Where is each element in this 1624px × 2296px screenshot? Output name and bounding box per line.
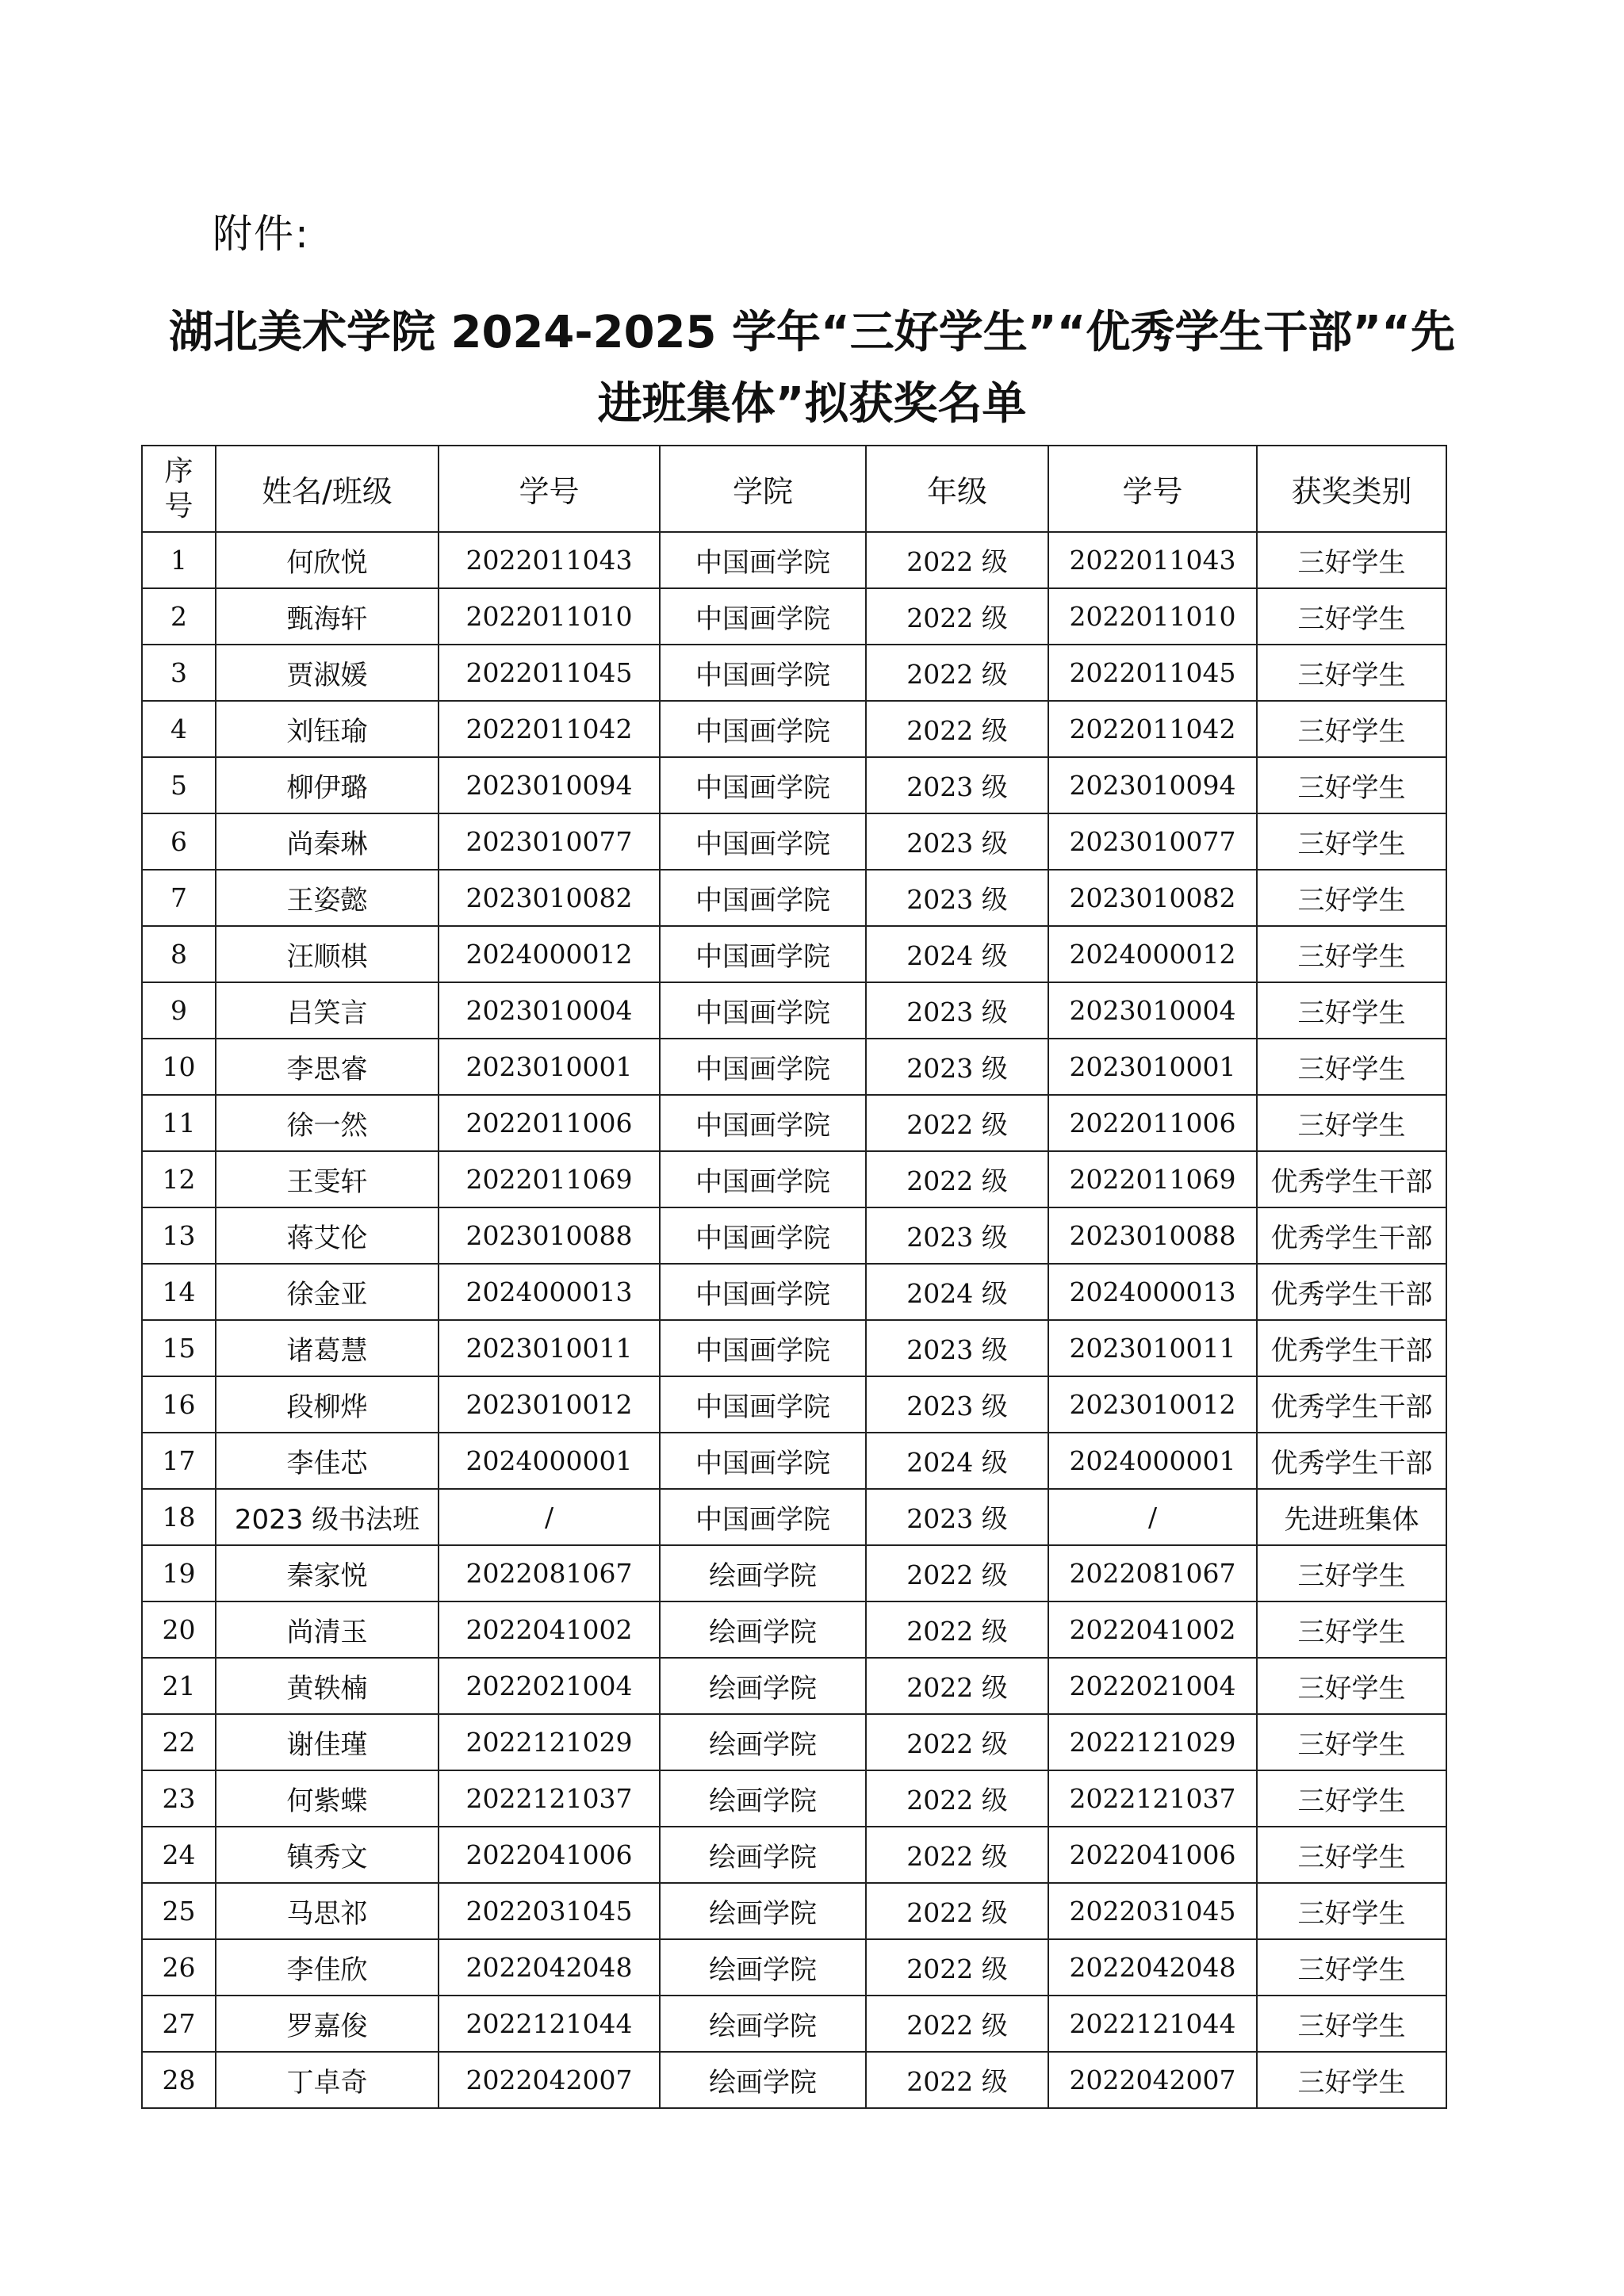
header-student-id: 学号: [439, 446, 660, 532]
cell-seq: 19: [142, 1545, 216, 1601]
cell-college: 绘画学院: [660, 1658, 866, 1714]
cell-student-id: 2023010012: [439, 1376, 660, 1433]
cell-name: 蒋艾伦: [216, 1207, 439, 1264]
cell-college: 中国画学院: [660, 532, 866, 588]
cell-award: 优秀学生干部: [1257, 1320, 1446, 1376]
cell-college: 中国画学院: [660, 645, 866, 701]
cell-college: 中国画学院: [660, 1264, 866, 1320]
cell-student-id-2: 2023010011: [1048, 1320, 1257, 1376]
cell-grade: 2023 级: [866, 1207, 1048, 1264]
cell-name: 刘钰瑜: [216, 701, 439, 757]
table-row: [142, 701, 1446, 757]
cell-name: 谢佳瑾: [216, 1714, 439, 1770]
cell-college: 中国画学院: [660, 1320, 866, 1376]
table-row: [142, 2052, 1446, 2108]
cell-name: 2023 级书法班: [216, 1489, 439, 1545]
cell-student-id: 2023010077: [439, 813, 660, 870]
cell-student-id-2: 2022031045: [1048, 1883, 1257, 1939]
table-row: [142, 1939, 1446, 1996]
cell-student-id: 2022121037: [439, 1770, 660, 1827]
cell-award: 三好学生: [1257, 1996, 1446, 2052]
cell-student-id: 2022011042: [439, 701, 660, 757]
table-row: [142, 926, 1446, 982]
cell-student-id-2: 2022011069: [1048, 1151, 1257, 1207]
header-name-class: 姓名/班级: [216, 446, 439, 532]
cell-grade: 2023 级: [866, 1039, 1048, 1095]
cell-student-id-2: 2022121029: [1048, 1714, 1257, 1770]
cell-college: 绘画学院: [660, 1939, 866, 1996]
cell-grade: 2022 级: [866, 1770, 1048, 1827]
table-row: [142, 1996, 1446, 2052]
header-grade: 年级: [866, 446, 1048, 532]
table-row: [142, 1264, 1446, 1320]
cell-award: 优秀学生干部: [1257, 1433, 1446, 1489]
cell-award: 三好学生: [1257, 1095, 1446, 1151]
cell-award: 三好学生: [1257, 1545, 1446, 1601]
cell-college: 中国画学院: [660, 1039, 866, 1095]
cell-student-id: 2022031045: [439, 1883, 660, 1939]
header-college: 学院: [660, 446, 866, 532]
cell-student-id: 2023010011: [439, 1320, 660, 1376]
cell-name: 何紫蝶: [216, 1770, 439, 1827]
cell-award: 三好学生: [1257, 1770, 1446, 1827]
cell-grade: 2024 级: [866, 1264, 1048, 1320]
table-row: [142, 645, 1446, 701]
document-title-line-2: 进班集体”拟获奖名单: [597, 378, 1027, 430]
cell-award: 三好学生: [1257, 532, 1446, 588]
cell-seq: 21: [142, 1658, 216, 1714]
cell-student-id-2: 2022042007: [1048, 2052, 1257, 2108]
cell-award: 三好学生: [1257, 1883, 1446, 1939]
cell-college: 中国画学院: [660, 701, 866, 757]
cell-seq: 5: [142, 757, 216, 813]
header-seq: [142, 446, 216, 532]
cell-grade: 2022 级: [866, 1545, 1048, 1601]
cell-name: 何欣悦: [216, 532, 439, 588]
cell-student-id-2: 2022011006: [1048, 1095, 1257, 1151]
cell-student-id-2: 2022081067: [1048, 1545, 1257, 1601]
cell-college: 中国画学院: [660, 1095, 866, 1151]
cell-student-id: 2022021004: [439, 1658, 660, 1714]
cell-student-id: 2024000013: [439, 1264, 660, 1320]
cell-seq: 18: [142, 1489, 216, 1545]
cell-student-id-2: 2022041002: [1048, 1601, 1257, 1658]
cell-college: 中国画学院: [660, 813, 866, 870]
cell-student-id: /: [439, 1489, 660, 1545]
cell-grade: 2022 级: [866, 1827, 1048, 1883]
cell-seq: 4: [142, 701, 216, 757]
cell-student-id-2: 2022041006: [1048, 1827, 1257, 1883]
cell-student-id: 2022011069: [439, 1151, 660, 1207]
cell-student-id: 2022041002: [439, 1601, 660, 1658]
table-row: [142, 588, 1446, 645]
cell-name: 徐金亚: [216, 1264, 439, 1320]
cell-seq: 9: [142, 982, 216, 1039]
cell-name: 黄轶楠: [216, 1658, 439, 1714]
table-row: [142, 1433, 1446, 1489]
cell-student-id-2: 2022121037: [1048, 1770, 1257, 1827]
cell-college: 绘画学院: [660, 1601, 866, 1658]
cell-name: 柳伊璐: [216, 757, 439, 813]
cell-college: 绘画学院: [660, 1714, 866, 1770]
table-row: [142, 757, 1446, 813]
cell-student-id: 2023010001: [439, 1039, 660, 1095]
table-row: [142, 1827, 1446, 1883]
cell-seq: 15: [142, 1320, 216, 1376]
cell-seq: 22: [142, 1714, 216, 1770]
cell-award: 三好学生: [1257, 926, 1446, 982]
cell-seq: 8: [142, 926, 216, 982]
cell-seq: 24: [142, 1827, 216, 1883]
cell-award: 三好学生: [1257, 2052, 1446, 2108]
cell-student-id: 2022011006: [439, 1095, 660, 1151]
cell-grade: 2024 级: [866, 1433, 1048, 1489]
cell-college: 中国画学院: [660, 1151, 866, 1207]
header-award: 获奖类别: [1257, 446, 1446, 532]
cell-student-id-2: 2022011045: [1048, 645, 1257, 701]
cell-grade: 2022 级: [866, 1883, 1048, 1939]
cell-award: 三好学生: [1257, 1658, 1446, 1714]
cell-student-id: 2024000001: [439, 1433, 660, 1489]
cell-student-id-2: 2022121044: [1048, 1996, 1257, 2052]
cell-grade: 2022 级: [866, 701, 1048, 757]
cell-grade: 2022 级: [866, 2052, 1048, 2108]
cell-college: 中国画学院: [660, 1433, 866, 1489]
cell-grade: 2023 级: [866, 870, 1048, 926]
cell-grade: 2022 级: [866, 1939, 1048, 1996]
document-title-line-1: 湖北美术学院 2024-2025 学年“三好学生”“优秀学生干部”“先: [169, 307, 1455, 358]
table-row: [142, 1207, 1446, 1264]
cell-award: 三好学生: [1257, 1039, 1446, 1095]
cell-student-id-2: 2024000001: [1048, 1433, 1257, 1489]
cell-grade: 2022 级: [866, 1151, 1048, 1207]
cell-award: 三好学生: [1257, 1714, 1446, 1770]
cell-student-id-2: 2022011043: [1048, 532, 1257, 588]
table-row: [142, 870, 1446, 926]
cell-seq: 23: [142, 1770, 216, 1827]
table-row: [142, 1151, 1446, 1207]
cell-college: 绘画学院: [660, 1883, 866, 1939]
cell-college: 中国画学院: [660, 982, 866, 1039]
cell-grade: 2024 级: [866, 926, 1048, 982]
cell-student-id-2: 2023010001: [1048, 1039, 1257, 1095]
cell-name: 镇秀文: [216, 1827, 439, 1883]
cell-name: 李佳芯: [216, 1433, 439, 1489]
table-row: [142, 813, 1446, 870]
cell-grade: 2023 级: [866, 1376, 1048, 1433]
cell-seq: 2: [142, 588, 216, 645]
cell-name: 王雯轩: [216, 1151, 439, 1207]
cell-seq: 6: [142, 813, 216, 870]
cell-college: 中国画学院: [660, 1489, 866, 1545]
cell-award: 三好学生: [1257, 1601, 1446, 1658]
cell-student-id: 2022081067: [439, 1545, 660, 1601]
cell-student-id: 2022011045: [439, 645, 660, 701]
cell-seq: 12: [142, 1151, 216, 1207]
table-row: [142, 1039, 1446, 1095]
cell-name: 丁卓奇: [216, 2052, 439, 2108]
header-seq-bottom: 号: [164, 489, 193, 522]
cell-college: 绘画学院: [660, 1996, 866, 2052]
cell-student-id: 2022011043: [439, 532, 660, 588]
cell-award: 三好学生: [1257, 813, 1446, 870]
cell-award: 三好学生: [1257, 701, 1446, 757]
cell-student-id-2: 2023010094: [1048, 757, 1257, 813]
cell-award: 三好学生: [1257, 645, 1446, 701]
cell-student-id-2: 2022011042: [1048, 701, 1257, 757]
cell-grade: 2023 级: [866, 757, 1048, 813]
cell-award: 优秀学生干部: [1257, 1264, 1446, 1320]
cell-seq: 3: [142, 645, 216, 701]
cell-student-id-2: 2024000013: [1048, 1264, 1257, 1320]
cell-student-id-2: 2023010088: [1048, 1207, 1257, 1264]
cell-seq: 28: [142, 2052, 216, 2108]
cell-seq: 26: [142, 1939, 216, 1996]
header-seq-top: 序: [164, 454, 193, 488]
cell-name: 贾淑媛: [216, 645, 439, 701]
cell-college: 绘画学院: [660, 1770, 866, 1827]
table-row: [142, 1770, 1446, 1827]
table-row: [142, 1714, 1446, 1770]
cell-student-id: 2023010082: [439, 870, 660, 926]
cell-award: 优秀学生干部: [1257, 1207, 1446, 1264]
cell-seq: 13: [142, 1207, 216, 1264]
table-row: [142, 982, 1446, 1039]
cell-grade: 2022 级: [866, 532, 1048, 588]
cell-grade: 2022 级: [866, 1601, 1048, 1658]
cell-student-id-2: 2022011010: [1048, 588, 1257, 645]
cell-student-id: 2022011010: [439, 588, 660, 645]
attachment-label: 附件:: [213, 211, 310, 257]
table-row: [142, 1545, 1446, 1601]
cell-student-id: 2022042007: [439, 2052, 660, 2108]
cell-student-id-2: 2022021004: [1048, 1658, 1257, 1714]
cell-award: 三好学生: [1257, 870, 1446, 926]
cell-grade: 2023 级: [866, 813, 1048, 870]
table-row: [142, 1601, 1446, 1658]
cell-award: 三好学生: [1257, 757, 1446, 813]
cell-name: 秦家悦: [216, 1545, 439, 1601]
cell-name: 尚秦琳: [216, 813, 439, 870]
cell-name: 尚清玉: [216, 1601, 439, 1658]
cell-grade: 2022 级: [866, 1714, 1048, 1770]
cell-seq: 11: [142, 1095, 216, 1151]
cell-student-id-2: 2023010082: [1048, 870, 1257, 926]
cell-student-id-2: /: [1048, 1489, 1257, 1545]
cell-college: 中国画学院: [660, 1376, 866, 1433]
cell-grade: 2022 级: [866, 1996, 1048, 2052]
table-row: [142, 1658, 1446, 1714]
cell-student-id: 2022041006: [439, 1827, 660, 1883]
cell-grade: 2023 级: [866, 1489, 1048, 1545]
cell-seq: 17: [142, 1433, 216, 1489]
cell-seq: 1: [142, 532, 216, 588]
cell-name: 王姿懿: [216, 870, 439, 926]
table-row: [142, 1095, 1446, 1151]
table-row: [142, 532, 1446, 588]
cell-seq: 14: [142, 1264, 216, 1320]
cell-college: 中国画学院: [660, 588, 866, 645]
table-row: [142, 1376, 1446, 1433]
table-header-row: [142, 446, 1446, 532]
cell-student-id: 2024000012: [439, 926, 660, 982]
cell-student-id-2: 2023010077: [1048, 813, 1257, 870]
cell-seq: 20: [142, 1601, 216, 1658]
cell-name: 段柳烨: [216, 1376, 439, 1433]
cell-award: 三好学生: [1257, 1939, 1446, 1996]
cell-student-id: 2023010094: [439, 757, 660, 813]
cell-college: 中国画学院: [660, 870, 866, 926]
cell-student-id: 2023010088: [439, 1207, 660, 1264]
cell-student-id: 2022042048: [439, 1939, 660, 1996]
cell-seq: 7: [142, 870, 216, 926]
cell-college: 中国画学院: [660, 926, 866, 982]
cell-name: 汪顺棋: [216, 926, 439, 982]
cell-grade: 2022 级: [866, 1095, 1048, 1151]
cell-college: 中国画学院: [660, 757, 866, 813]
cell-name: 诸葛慧: [216, 1320, 439, 1376]
cell-college: 绘画学院: [660, 1827, 866, 1883]
award-roster-table: [141, 445, 1447, 2109]
cell-name: 罗嘉俊: [216, 1996, 439, 2052]
cell-award: 先进班集体: [1257, 1489, 1446, 1545]
cell-student-id-2: 2023010012: [1048, 1376, 1257, 1433]
cell-award: 优秀学生干部: [1257, 1376, 1446, 1433]
cell-seq: 10: [142, 1039, 216, 1095]
cell-seq: 25: [142, 1883, 216, 1939]
header-student-id-2: 学号: [1048, 446, 1257, 532]
cell-college: 中国画学院: [660, 1207, 866, 1264]
cell-seq: 27: [142, 1996, 216, 2052]
cell-name: 徐一然: [216, 1095, 439, 1151]
cell-name: 甄海轩: [216, 588, 439, 645]
cell-name: 李佳欣: [216, 1939, 439, 1996]
cell-name: 马思祁: [216, 1883, 439, 1939]
cell-grade: 2022 级: [866, 588, 1048, 645]
cell-name: 吕笑言: [216, 982, 439, 1039]
cell-college: 绘画学院: [660, 1545, 866, 1601]
cell-student-id: 2023010004: [439, 982, 660, 1039]
table-row: [142, 1489, 1446, 1545]
cell-award: 三好学生: [1257, 982, 1446, 1039]
table-row: [142, 1320, 1446, 1376]
cell-seq: 16: [142, 1376, 216, 1433]
cell-name: 李思睿: [216, 1039, 439, 1095]
cell-student-id: 2022121029: [439, 1714, 660, 1770]
cell-grade: 2023 级: [866, 982, 1048, 1039]
cell-student-id-2: 2023010004: [1048, 982, 1257, 1039]
cell-grade: 2022 级: [866, 645, 1048, 701]
cell-award: 三好学生: [1257, 1827, 1446, 1883]
cell-student-id: 2022121044: [439, 1996, 660, 2052]
cell-student-id-2: 2022042048: [1048, 1939, 1257, 1996]
cell-award: 三好学生: [1257, 588, 1446, 645]
cell-grade: 2022 级: [866, 1658, 1048, 1714]
cell-student-id-2: 2024000012: [1048, 926, 1257, 982]
cell-award: 优秀学生干部: [1257, 1151, 1446, 1207]
cell-grade: 2023 级: [866, 1320, 1048, 1376]
table-row: [142, 1883, 1446, 1939]
cell-college: 绘画学院: [660, 2052, 866, 2108]
